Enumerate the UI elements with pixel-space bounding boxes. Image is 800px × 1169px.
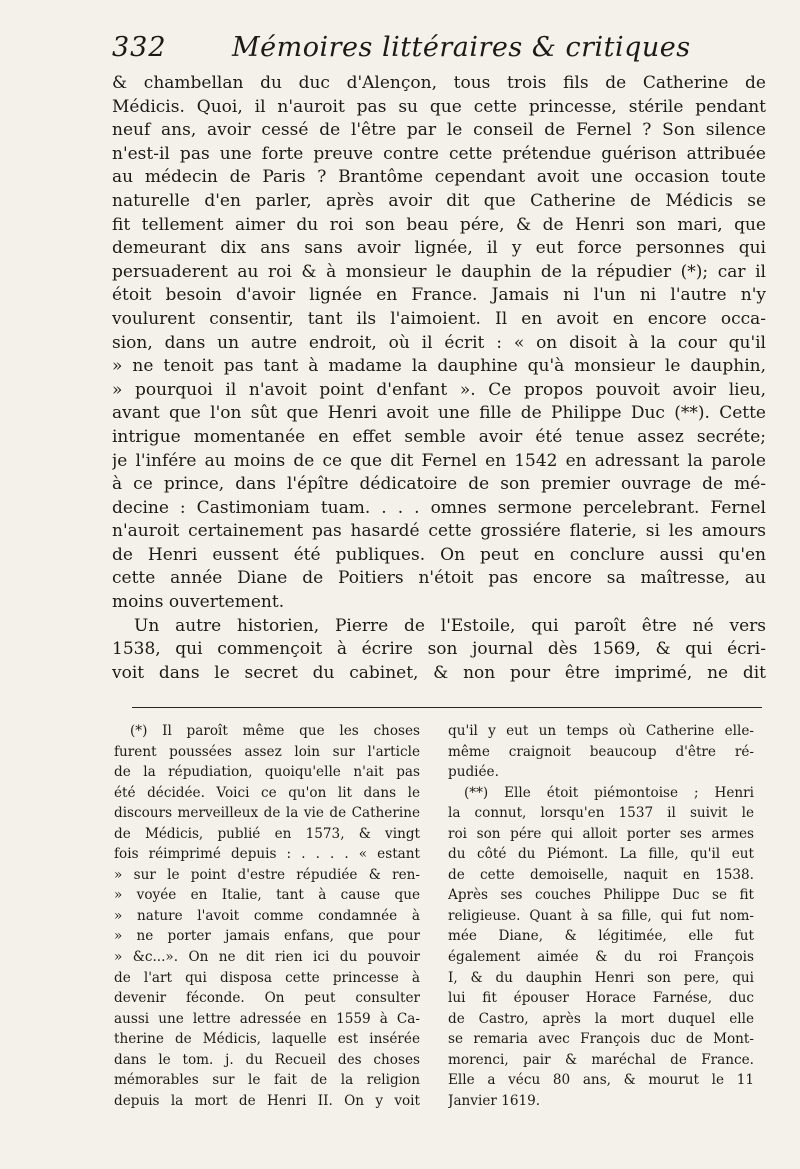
footnote-divider bbox=[132, 707, 762, 708]
text-line: Médicis. Quoi, il n'auroit pas su que cette princesse, stérile pendant bbox=[112, 96, 766, 117]
footnote-line: lui fit épouser Horace Farnése, duc bbox=[448, 990, 754, 1007]
text-line: fit tellement aimer du roi son beau pére, & de Henri son mari, que bbox=[112, 214, 766, 235]
footnote-line: I, & du dauphin Henri son pere, qui bbox=[448, 969, 754, 986]
text-line: decine : Castimoniam tuam. . . . omnes sermone percelebrant. Fernel bbox=[112, 497, 766, 518]
footnote-line: fois réimprimé depuis : . . . . « estant bbox=[114, 846, 420, 863]
footnote-line: morenci, pair & maréchal de France. bbox=[448, 1051, 754, 1068]
footnote-line: de l'art qui disposa cette princesse à bbox=[114, 969, 420, 986]
footnote-line: (**) Elle étoit piémontoise ; Henri bbox=[464, 784, 754, 801]
text-line: n'auroit certainement pas hasardé cette grossiére flaterie, si les amours bbox=[112, 521, 766, 542]
footnote-line: (*) Il paroît même que les choses bbox=[130, 723, 420, 739]
footnote-line: discours merveilleux de la vie de Catherine bbox=[114, 805, 420, 822]
text-line: de Henri eussent été publiques. On peut en conclure aussi qu'en bbox=[112, 544, 766, 565]
footnote-line: même craignoit beaucoup d'être ré- bbox=[448, 743, 754, 760]
footnote-line: Elle a vécu 80 ans, & mourut le 11 bbox=[448, 1072, 754, 1089]
text-line: demeurant dix ans sans avoir lignée, il y eut force personnes qui bbox=[112, 238, 766, 259]
footnote-line: Janvier 1619. bbox=[448, 1092, 541, 1109]
page-header bbox=[112, 28, 752, 68]
footnotes-right-column bbox=[448, 721, 754, 1111]
footnote-line: également aimée & du roi François bbox=[448, 949, 754, 966]
footnote-line: furent poussées assez loin sur l'article bbox=[114, 743, 420, 760]
text-line: je l'infére au moins de ce que dit Fernel en 1542 en adressant la parole bbox=[112, 450, 766, 471]
text-line: à ce prince, dans l'épître dédicatoire de son premier ouvrage de mé- bbox=[112, 474, 766, 495]
footnote-line: se remaria avec François duc de Mont- bbox=[448, 1031, 754, 1048]
footnote-line: » nature l'avoit comme condamnée à bbox=[114, 907, 420, 924]
footnote-line: devenir féconde. On peut consulter bbox=[114, 990, 420, 1007]
text-line: cette année Diane de Poitiers n'étoit pas encore sa maîtresse, au bbox=[112, 568, 766, 589]
footnote-line: religieuse. Quant à sa fille, qui fut nom- bbox=[448, 907, 754, 924]
text-line: voulurent consentir, tant ils l'aimoient. Il en avoit en encore occa- bbox=[112, 308, 766, 329]
footnote-line: » sur le point d'estre répudiée & ren- bbox=[114, 866, 420, 883]
footnote-line: du côté du Piémont. La fille, qu'il eut bbox=[448, 846, 754, 863]
footnote-line: Après ses couches Philippe Duc se fit bbox=[448, 887, 754, 904]
footnote-line: qu'il y eut un temps où Catherine elle- bbox=[448, 723, 754, 739]
footnote-line: dans le tom. j. du Recueil des choses bbox=[114, 1051, 420, 1068]
footnote-line: mée Diane, & légitimée, elle fut bbox=[448, 928, 754, 945]
footnote-line: depuis la mort de Henri II. On y voit bbox=[114, 1092, 420, 1109]
text-line: naturelle d'en parler, après avoir dit que Catherine de Médicis se bbox=[112, 190, 766, 211]
text-line: étoit besoin d'avoir lignée en France. Jamais ni l'un ni l'autre n'y bbox=[112, 285, 766, 306]
main-text bbox=[112, 72, 766, 685]
footnote-line: » voyée en Italie, tant à cause que bbox=[114, 887, 420, 904]
footnote-line: aussi une lettre adressée en 1559 à Ca- bbox=[114, 1010, 420, 1027]
page-number: 332 bbox=[112, 32, 167, 63]
text-line: voit dans le secret du cabinet, & non pour être imprimé, ne dit bbox=[112, 662, 766, 683]
text-line: » ne tenoit pas tant à madame la dauphine qu'à monsieur le dauphin, bbox=[112, 356, 766, 377]
text-line: persuaderent au roi & à monsieur le dauphin de la répudier (*); car il bbox=[112, 261, 766, 282]
running-title: Mémoires littéraires & critiques bbox=[232, 32, 691, 63]
text-line: » pourquoi il n'avoit point d'enfant ». Ce propos pouvoit avoir lieu, bbox=[112, 379, 766, 400]
text-line: avant que l'on sût que Henri avoit une fille de Philippe Duc (**). Cette bbox=[112, 403, 766, 424]
text-line: n'est-il pas une forte preuve contre cette prétendue guérison attribuée bbox=[112, 143, 766, 164]
footnote-line: roi son pére qui alloit porter ses armes bbox=[448, 825, 754, 842]
text-line: intrigue momentanée en effet semble avoir été tenue assez secréte; bbox=[112, 426, 766, 447]
footnote-line: de Castro, après la mort duquel elle bbox=[448, 1010, 754, 1027]
footnotes-left-column bbox=[114, 721, 420, 1111]
text-line: sion, dans un autre endroit, où il écrit : « on disoit à la cour qu'il bbox=[112, 332, 766, 353]
text-line: au médecin de Paris ? Brantôme cependant avoit une occasion toute bbox=[112, 167, 766, 188]
text-line: Un autre historien, Pierre de l'Estoile, qui paroît être né vers bbox=[134, 615, 766, 636]
footnote-line: therine de Médicis, laquelle est insérée bbox=[114, 1031, 420, 1048]
footnote-line: la connut, lorsqu'en 1537 il suivit le bbox=[448, 805, 754, 822]
text-line: moins ouvertement. bbox=[112, 592, 285, 613]
footnote-line: mémorables sur le fait de la religion bbox=[114, 1072, 420, 1089]
footnote-line: pudiée. bbox=[448, 764, 499, 781]
footnote-line: de la répudiation, quoiqu'elle n'ait pas bbox=[114, 764, 420, 781]
text-line: 1538, qui commençoit à écrire son journal dès 1569, & qui écri- bbox=[112, 639, 766, 660]
footnote-line: été décidée. Voici ce qu'on lit dans le bbox=[114, 784, 420, 801]
footnote-line: » ne porter jamais enfans, que pour bbox=[114, 928, 420, 945]
text-line: & chambellan du duc d'Alençon, tous trois fils de Catherine de bbox=[112, 73, 766, 93]
footnote-line: » &c...». On ne dit rien ici du pouvoir bbox=[114, 949, 420, 966]
footnote-line: de Médicis, publié en 1573, & vingt bbox=[114, 825, 420, 842]
footnote-line: de cette demoiselle, naquit en 1538. bbox=[448, 866, 754, 883]
text-line: neuf ans, avoir cessé de l'être par le conseil de Fernel ? Son silence bbox=[112, 120, 766, 141]
